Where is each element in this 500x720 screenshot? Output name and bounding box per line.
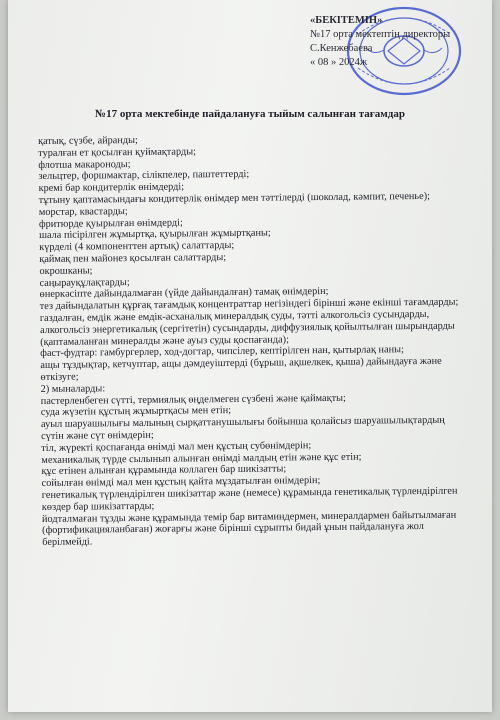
list-item: ащы тұздықтар, кетчуптар, ащы дәмдеуіштерді (бұрыш, ақшелкек, қыша) дайындауға және xyxy=(40,355,442,372)
approval-line-name: С.Кенжебаева xyxy=(310,43,373,54)
list-item: тіл, жүректі қоспағанда өнімді мал мен құстың субөнімдерін; xyxy=(41,439,312,454)
approval-heading: «БЕКІТЕМІН» xyxy=(310,15,383,26)
list-item: өткізуге; xyxy=(40,371,79,383)
list-item: суда жүзетін құстың жұмыртқасы мен етін; xyxy=(40,405,232,419)
list-item: саңырауқұлақтарды; xyxy=(39,276,130,289)
list-item: тұтыну қаптамасындағы кондитерлік өнімдер мен тәттілерді (шоколад, кәмпит, печенье); xyxy=(38,190,431,206)
list-item: шала пісірілген жұмыртқа, қуырылған жұмыртқаны; xyxy=(38,227,271,242)
list-item: механикалық түрде сылынып алынған өнімді малдың етін және құс етін; xyxy=(41,451,362,466)
list-item: фритюрде қуырылған өнімдерді; xyxy=(38,217,183,230)
prohibited-foods-list xyxy=(38,131,482,548)
list-item: өнеркәсіпте дайындалмаған (үйде дайындалған) тамақ өнімдерін; xyxy=(39,286,329,301)
list-item: кремі бар кондитерлік өнімдерді; xyxy=(38,181,185,195)
list-item: окрошканы; xyxy=(39,265,93,277)
list-item: ауыл шаруашылығы малының сырқаттанушылығы бойынша қолайсыз шаруашылықтардың xyxy=(40,414,445,431)
list-item: тез дайындалатын құрғақ тағамдық концентраттар негізіндегі бірінші және екінші тағамдарды; xyxy=(39,296,459,313)
list-item: пастерленбеген сүтті, термиялық өңделмеген сүзбені және қаймақты; xyxy=(40,392,346,407)
approval-line-director: №17 орта мектептің директоры xyxy=(310,29,451,40)
list-item: газдалған, емдік және емдік-асханалық минералдық суды, тәтті алкогольсіз сусындарды, xyxy=(39,308,430,324)
list-item: фаст-фудтар: гамбургерлер, ход-догтар, чипсілер, кептірілген нан, қытырлақ наны; xyxy=(40,344,404,360)
list-item: күрделі (4 компоненттен артық) салаттарды; xyxy=(39,240,235,254)
list-item: көздер бар шикізаттарды; xyxy=(41,500,155,513)
document-page xyxy=(8,0,492,712)
list-item: берілмейді. xyxy=(42,536,93,549)
list-item: (фортификацияланбаған) жоғарғы және бірінші сұрыпты бидай ұнын пайдалануға жол xyxy=(42,521,424,537)
list-item: (қаптамаланған минералды және ауыз суды қоспағанда); xyxy=(40,333,289,348)
list-item: зельцтер, форшмактар, сілікпелер, паштеттерді; xyxy=(38,169,250,183)
section-heading: 2) мыналарды: xyxy=(40,383,106,395)
list-item: морстар, квастарды; xyxy=(38,205,128,218)
list-item: алкогольсіз энергетикалық (сергітетін) сусындарды, диффузиялық қойылтылған шырындарды xyxy=(39,320,455,336)
list-item: йодталмаған тұзды және құрамында темір бар витаминдермен, минералдармен байытылмаған xyxy=(41,509,457,525)
document-title: №17 орта мектебінде пайдалануға тыйым салынған тағамдар xyxy=(95,108,405,120)
list-item: сойылған өнімді мал мен құстың қайта мұздатылған өнімдерін; xyxy=(41,475,321,490)
list-item: сүтін және сүт өнімдерін; xyxy=(41,429,154,442)
approval-line-date: « 08 » 2024ж xyxy=(310,57,368,68)
list-item: генетикалық түрлендірілген шикізаттар және (немесе) құрамында генетикалық түрлендірілген xyxy=(41,485,458,501)
list-item: құс етінен алынған құрамында коллаген бар шикізатты; xyxy=(41,463,287,478)
list-item: туралған ет қосылған қуймақтарды; xyxy=(38,146,197,159)
approval-block xyxy=(310,14,480,70)
list-item: қаймақ пен майонез қосылған салаттарды; xyxy=(39,252,227,265)
list-item: қатық, сүзбе, айранды; xyxy=(38,134,138,147)
list-item: флотша макароноды; xyxy=(38,158,131,171)
